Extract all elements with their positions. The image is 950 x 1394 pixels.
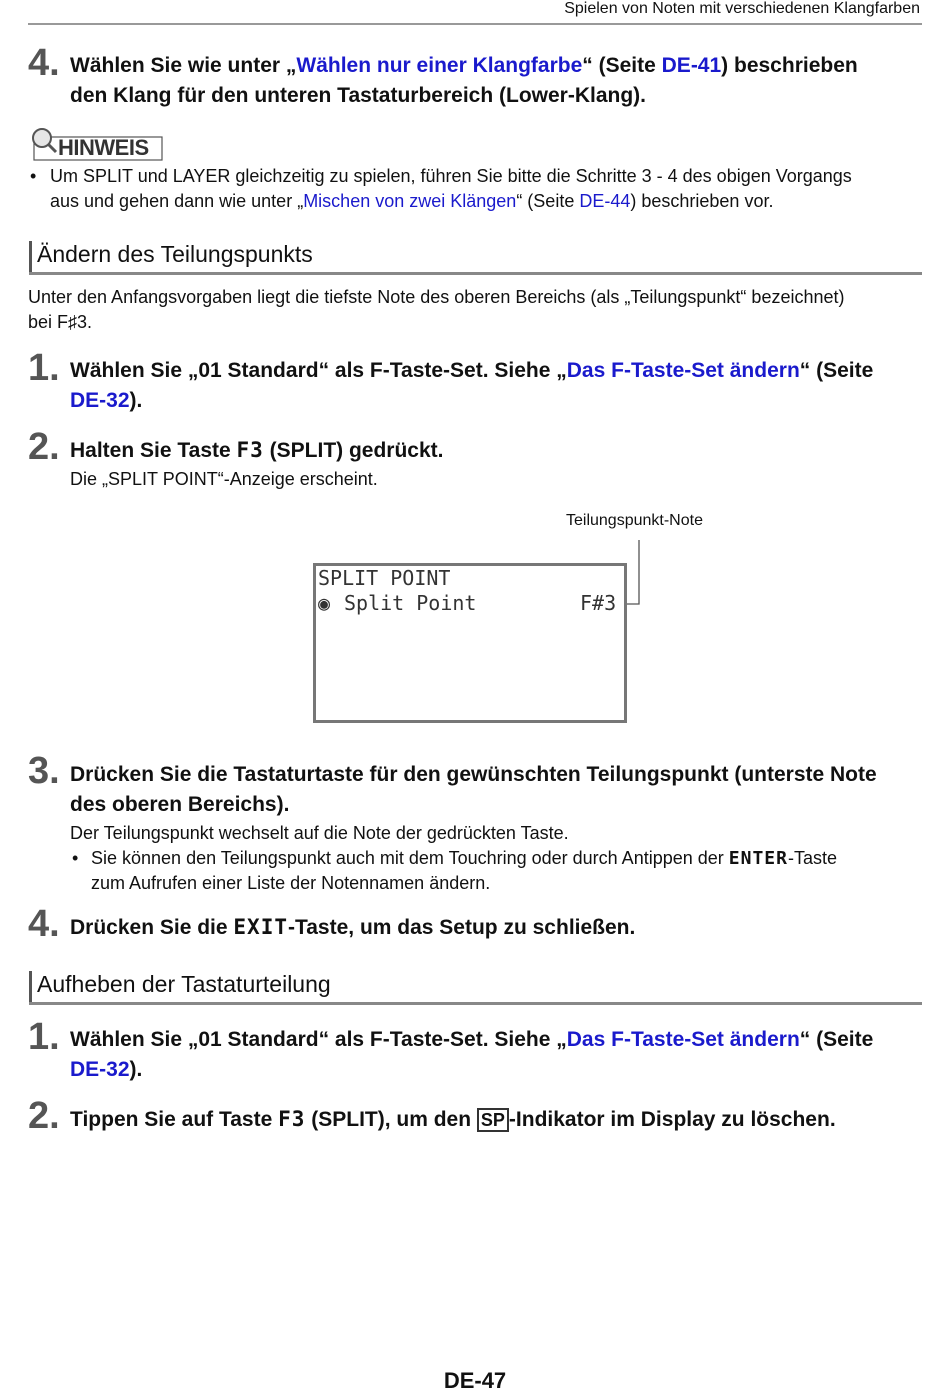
hinweis-line: ) beschrieben vor. [630, 191, 774, 211]
step-text: Halten Sie Taste [70, 439, 237, 462]
key-f3: F3 [278, 1107, 306, 1131]
link-f-taste-set-aendern[interactable]: Das F-Taste-Set ändern [566, 359, 800, 382]
step-text: Tippen Sie auf Taste [70, 1108, 279, 1131]
lcd-title: SPLIT POINT [318, 566, 451, 590]
step-instruction [70, 1104, 940, 1135]
hinweis-line: “ (Seite [516, 191, 580, 211]
step-text: ). [129, 389, 143, 412]
step-text: Drücken Sie die Tastaturtaste für den gewünschten Teilungspunkt (unterste Note [70, 763, 877, 786]
step-number: 1. [28, 347, 60, 389]
step-instruction [70, 760, 940, 820]
key-exit: EXIT [233, 915, 288, 939]
key-enter: ENTER [728, 848, 788, 869]
step-result: Der Teilungspunkt wechselt auf die Note der gedrückten Taste. [70, 823, 569, 843]
step-text: ). [129, 1058, 143, 1081]
step-text: Wählen Sie „01 Standard“ als F-Taste-Set. Siehe „ [70, 359, 567, 382]
step-text: (SPLIT), um den [305, 1108, 477, 1131]
step-number: 3. [28, 750, 60, 792]
link-mischen-zwei-klaengen[interactable]: Mischen von zwei Klängen [303, 191, 517, 211]
link-de-32[interactable]: DE-32 [70, 389, 130, 412]
section-title: Aufheben der Tastaturteilung [37, 971, 331, 997]
step-text: ) beschrieben [721, 54, 858, 77]
step-text: “ (Seite [799, 359, 874, 382]
lcd-display [313, 563, 627, 723]
step-number: 4. [28, 903, 60, 945]
hinweis-line: aus und gehen dann wie unter „ [50, 191, 304, 211]
hinweis-label: HINWEIS [58, 135, 149, 160]
step-number: 1. [28, 1016, 60, 1058]
link-waehlen-klangfarbe[interactable]: Wählen nur einer Klangfarbe [296, 54, 583, 77]
hinweis-bullet: • [30, 166, 37, 186]
step-text: des oberen Bereichs). [70, 793, 290, 816]
key-f3: F3 [236, 438, 264, 462]
page-number: DE-47 [443, 1368, 507, 1393]
step-text: Drücken Sie die [70, 916, 234, 939]
step-number: 2. [28, 426, 60, 468]
bullet-line: zum Aufrufen einer Liste der Notennamen ändern. [91, 873, 491, 893]
bullet-text [91, 846, 931, 896]
link-de-32[interactable]: DE-32 [70, 1058, 130, 1081]
bullet: • [72, 848, 79, 868]
link-de-41[interactable]: DE-41 [661, 54, 722, 77]
lcd-selected-marker-icon: ◉ [318, 591, 331, 615]
step-text: Wählen Sie wie unter [70, 54, 286, 77]
callout-label: Teilungspunkt-Note [566, 512, 703, 529]
step-text: den Klang für den unteren Tastaturbereich (Lower-Klang). [70, 84, 646, 107]
step-result: Die „SPLIT POINT“-Anzeige erscheint. [70, 469, 378, 489]
running-head: Spielen von Noten mit verschiedenen Klangfarben [564, 0, 920, 17]
section-bar [29, 971, 32, 1005]
intro-line: bei F♯3. [28, 312, 93, 332]
quote-open: „ [285, 54, 297, 77]
step-instruction [70, 1025, 930, 1085]
lcd-item: Split Point [344, 591, 477, 615]
step-text: “ (Seite [799, 1028, 874, 1051]
step-text: Wählen Sie „01 Standard“ als F-Taste-Set. Siehe „ [70, 1028, 567, 1051]
bullet-line: Sie können den Teilungspunkt auch mit dem Touchring oder durch Antippen der [91, 848, 729, 868]
step-number: 2. [28, 1095, 60, 1137]
section-title: Ändern des Teilungspunkts [37, 241, 313, 267]
intro-line: Unter den Anfangsvorgaben liegt die tiefste Note des oberen Bereichs (als „Teilungspunkt“ bezeichnet) [28, 287, 845, 307]
lcd-value: F#3 [580, 591, 617, 615]
step-number: 4. [28, 42, 60, 84]
step-text: -Indikator im Display zu löschen. [508, 1108, 836, 1131]
step-text: “ (Seite [582, 54, 662, 77]
section-rule [29, 1002, 922, 1005]
bullet-line: -Taste [787, 848, 837, 868]
step-instruction [70, 912, 930, 943]
link-f-taste-set-aendern[interactable]: Das F-Taste-Set ändern [566, 1028, 800, 1051]
sp-indicator: SP [477, 1108, 509, 1132]
step-text: (SPLIT) gedrückt. [263, 439, 444, 462]
link-de-44[interactable]: DE-44 [579, 191, 631, 211]
hinweis-line: Um SPLIT und LAYER gleichzeitig zu spielen, führen Sie bitte die Schritte 3 - 4 des obigen Vorgangs [50, 166, 852, 186]
step-text: -Taste, um das Setup zu schließen. [287, 916, 636, 939]
